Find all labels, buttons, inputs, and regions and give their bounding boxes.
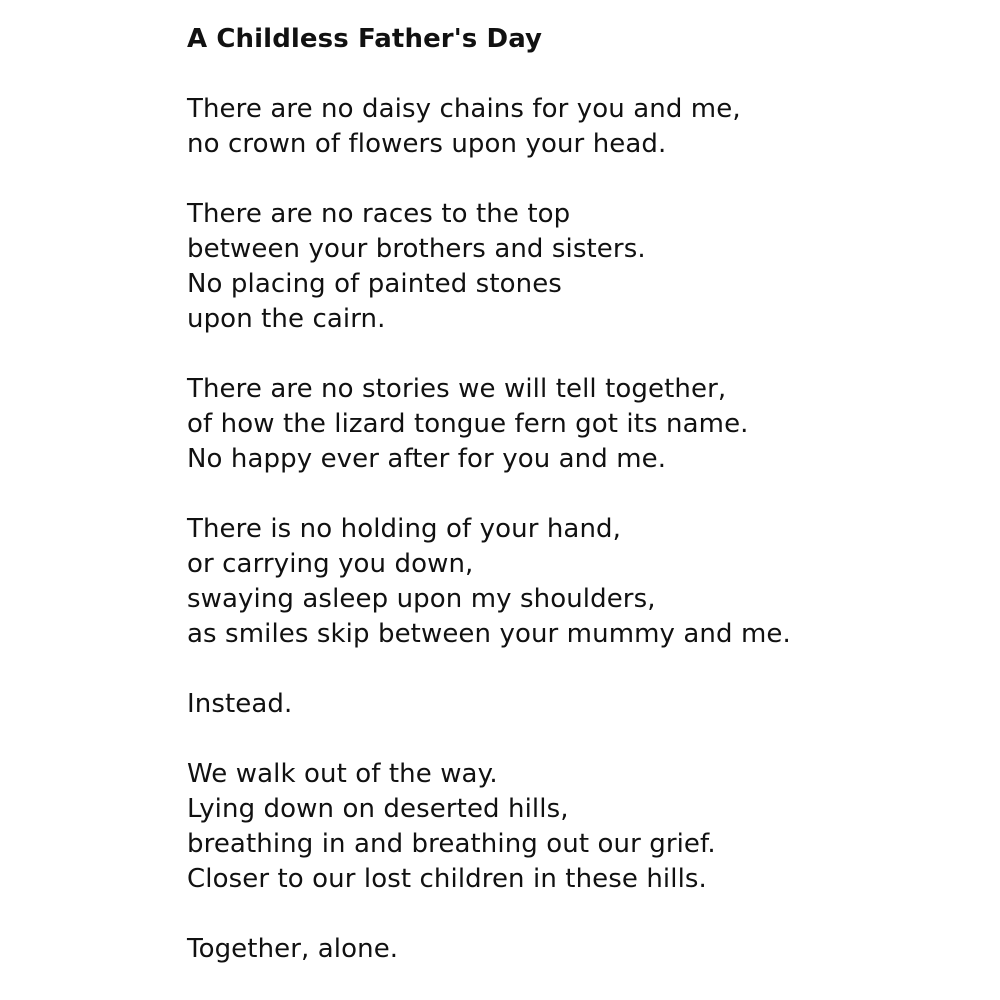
- stanza-6: [187, 757, 967, 897]
- poem-line: as smiles skip between your mummy and me.: [187, 619, 791, 649]
- stanza-5: [187, 687, 967, 722]
- stanza-3: [187, 372, 967, 477]
- poem-line: There are no stories we will tell together,: [187, 374, 727, 404]
- poem: [187, 22, 967, 967]
- poem-line: Lying down on deserted hills,: [187, 794, 569, 824]
- poem-line: There are no daisy chains for you and me,: [187, 94, 741, 124]
- poem-line: or carrying you down,: [187, 549, 474, 579]
- poem-line: breathing in and breathing out our grief.: [187, 829, 716, 859]
- poem-line: upon the cairn.: [187, 304, 386, 334]
- poem-line: swaying asleep upon my shoulders,: [187, 584, 656, 614]
- poem-line: There are no races to the top: [187, 199, 571, 229]
- stanza-7: [187, 932, 967, 967]
- poem-line: Instead.: [187, 689, 293, 719]
- poem-line: between your brothers and sisters.: [187, 234, 646, 264]
- poem-line: Closer to our lost children in these hills.: [187, 864, 707, 894]
- poem-line: Together, alone.: [187, 934, 399, 964]
- poem-line: No happy ever after for you and me.: [187, 444, 667, 474]
- stanza-4: [187, 512, 967, 652]
- poem-line: We walk out of the way.: [187, 759, 498, 789]
- poem-title: A Childless Father's Day: [187, 24, 543, 54]
- stanza-2: [187, 197, 967, 337]
- poem-line: No placing of painted stones: [187, 269, 562, 299]
- poem-line: of how the lizard tongue fern got its name.: [187, 409, 749, 439]
- poem-line: no crown of flowers upon your head.: [187, 129, 667, 159]
- poem-line: There is no holding of your hand,: [187, 514, 622, 544]
- stanza-1: [187, 92, 967, 162]
